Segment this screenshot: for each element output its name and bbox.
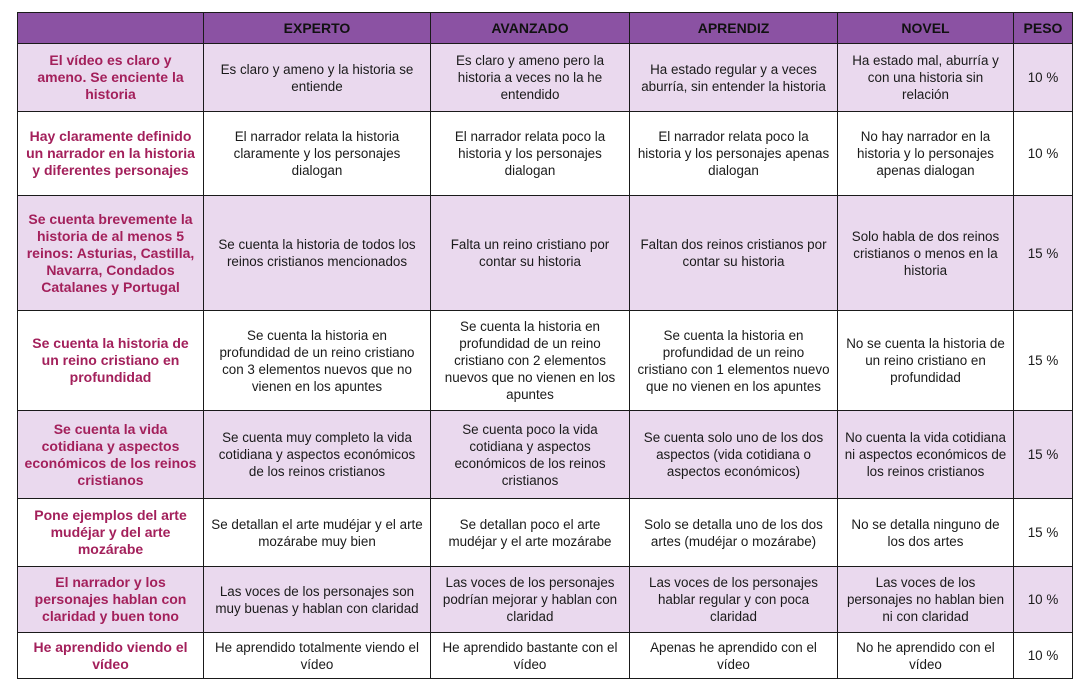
novel-cell: No se cuenta la historia de un reino cristiano en profundidad: [838, 311, 1014, 411]
header-avanzado: AVANZADO: [431, 13, 630, 44]
table-row: [18, 112, 1073, 196]
peso-cell: 15 %: [1014, 311, 1073, 411]
peso-cell: 10 %: [1014, 44, 1073, 112]
criterion-cell: El vídeo es claro y ameno. Se enciente la historia: [18, 44, 204, 112]
peso-cell: 10 %: [1014, 633, 1073, 679]
criterion-cell: He aprendido viendo el vídeo: [18, 633, 204, 679]
peso-cell: 10 %: [1014, 112, 1073, 196]
criterion-cell: El narrador y los personajes hablan con claridad y buen tono: [18, 567, 204, 633]
aprendiz-cell: El narrador relata poco la historia y los personajes apenas dialogan: [630, 112, 838, 196]
experto-cell: He aprendido totalmente viendo el vídeo: [204, 633, 431, 679]
table-row: [18, 567, 1073, 633]
avanzado-cell: El narrador relata poco la historia y los personajes dialogan: [431, 112, 630, 196]
aprendiz-cell: Apenas he aprendido con el vídeo: [630, 633, 838, 679]
criterion-cell: Se cuenta brevemente la historia de al menos 5 reinos: Asturias, Castilla, Navarra, Condados Catalanes y Portugal: [18, 196, 204, 311]
aprendiz-cell: Se cuenta la historia en profundidad de un reino cristiano con 1 elementos nuevo que no vienen en los apuntes: [630, 311, 838, 411]
table-row: [18, 499, 1073, 567]
header-row: [18, 13, 1073, 44]
avanzado-cell: Falta un reino cristiano por contar su historia: [431, 196, 630, 311]
avanzado-cell: Se cuenta la historia en profundidad de un reino cristiano con 2 elementos nuevos que no vienen en los apuntes: [431, 311, 630, 411]
avanzado-cell: He aprendido bastante con el vídeo: [431, 633, 630, 679]
peso-cell: 15 %: [1014, 196, 1073, 311]
criterion-cell: Se cuenta la historia de un reino cristiano en profundidad: [18, 311, 204, 411]
peso-cell: 15 %: [1014, 499, 1073, 567]
novel-cell: Las voces de los personajes no hablan bien ni con claridad: [838, 567, 1014, 633]
aprendiz-cell: Ha estado regular y a veces aburría, sin entender la historia: [630, 44, 838, 112]
header-novel: NOVEL: [838, 13, 1014, 44]
experto-cell: El narrador relata la historia claramente y los personajes dialogan: [204, 112, 431, 196]
novel-cell: Solo habla de dos reinos cristianos o menos en la historia: [838, 196, 1014, 311]
table-row: [18, 44, 1073, 112]
aprendiz-cell: Las voces de los personajes hablar regular y con poca claridad: [630, 567, 838, 633]
header-experto: EXPERTO: [204, 13, 431, 44]
experto-cell: Las voces de los personajes son muy buenas y hablan con claridad: [204, 567, 431, 633]
experto-cell: Se cuenta la historia en profundidad de un reino cristiano con 3 elementos nuevos que no vienen en los apuntes: [204, 311, 431, 411]
table-row: [18, 411, 1073, 499]
header-criterion: [18, 13, 204, 44]
novel-cell: Ha estado mal, aburría y con una historia sin relación: [838, 44, 1014, 112]
avanzado-cell: Se detallan poco el arte mudéjar y el arte mozárabe: [431, 499, 630, 567]
avanzado-cell: Es claro y ameno pero la historia a veces no la he entendido: [431, 44, 630, 112]
criterion-cell: Pone ejemplos del arte mudéjar y del arte mozárabe: [18, 499, 204, 567]
experto-cell: Se detallan el arte mudéjar y el arte mozárabe muy bien: [204, 499, 431, 567]
experto-cell: Es claro y ameno y la historia se entiende: [204, 44, 431, 112]
aprendiz-cell: Faltan dos reinos cristianos por contar su historia: [630, 196, 838, 311]
novel-cell: No cuenta la vida cotidiana ni aspectos económicos de los reinos cristianos: [838, 411, 1014, 499]
header-peso: PESO: [1014, 13, 1073, 44]
novel-cell: No hay narrador en la historia y lo personajes apenas dialogan: [838, 112, 1014, 196]
peso-cell: 15 %: [1014, 411, 1073, 499]
avanzado-cell: Se cuenta poco la vida cotidiana y aspectos económicos de los reinos cristianos: [431, 411, 630, 499]
peso-cell: 10 %: [1014, 567, 1073, 633]
experto-cell: Se cuenta muy completo la vida cotidiana y aspectos económicos de los reinos cristianos: [204, 411, 431, 499]
rubric-table: [17, 12, 1073, 679]
novel-cell: No he aprendido con el vídeo: [838, 633, 1014, 679]
avanzado-cell: Las voces de los personajes podrían mejorar y hablan con claridad: [431, 567, 630, 633]
header-aprendiz: APRENDIZ: [630, 13, 838, 44]
criterion-cell: Hay claramente definido un narrador en la historia y diferentes personajes: [18, 112, 204, 196]
table-row: [18, 196, 1073, 311]
novel-cell: No se detalla ninguno de los dos artes: [838, 499, 1014, 567]
criterion-cell: Se cuenta la vida cotidiana y aspectos económicos de los reinos cristianos: [18, 411, 204, 499]
table-row: [18, 311, 1073, 411]
experto-cell: Se cuenta la historia de todos los reinos cristianos mencionados: [204, 196, 431, 311]
aprendiz-cell: Solo se detalla uno de los dos artes (mudéjar o mozárabe): [630, 499, 838, 567]
aprendiz-cell: Se cuenta solo uno de los dos aspectos (vida cotidiana o aspectos económicos): [630, 411, 838, 499]
table-row: [18, 633, 1073, 679]
